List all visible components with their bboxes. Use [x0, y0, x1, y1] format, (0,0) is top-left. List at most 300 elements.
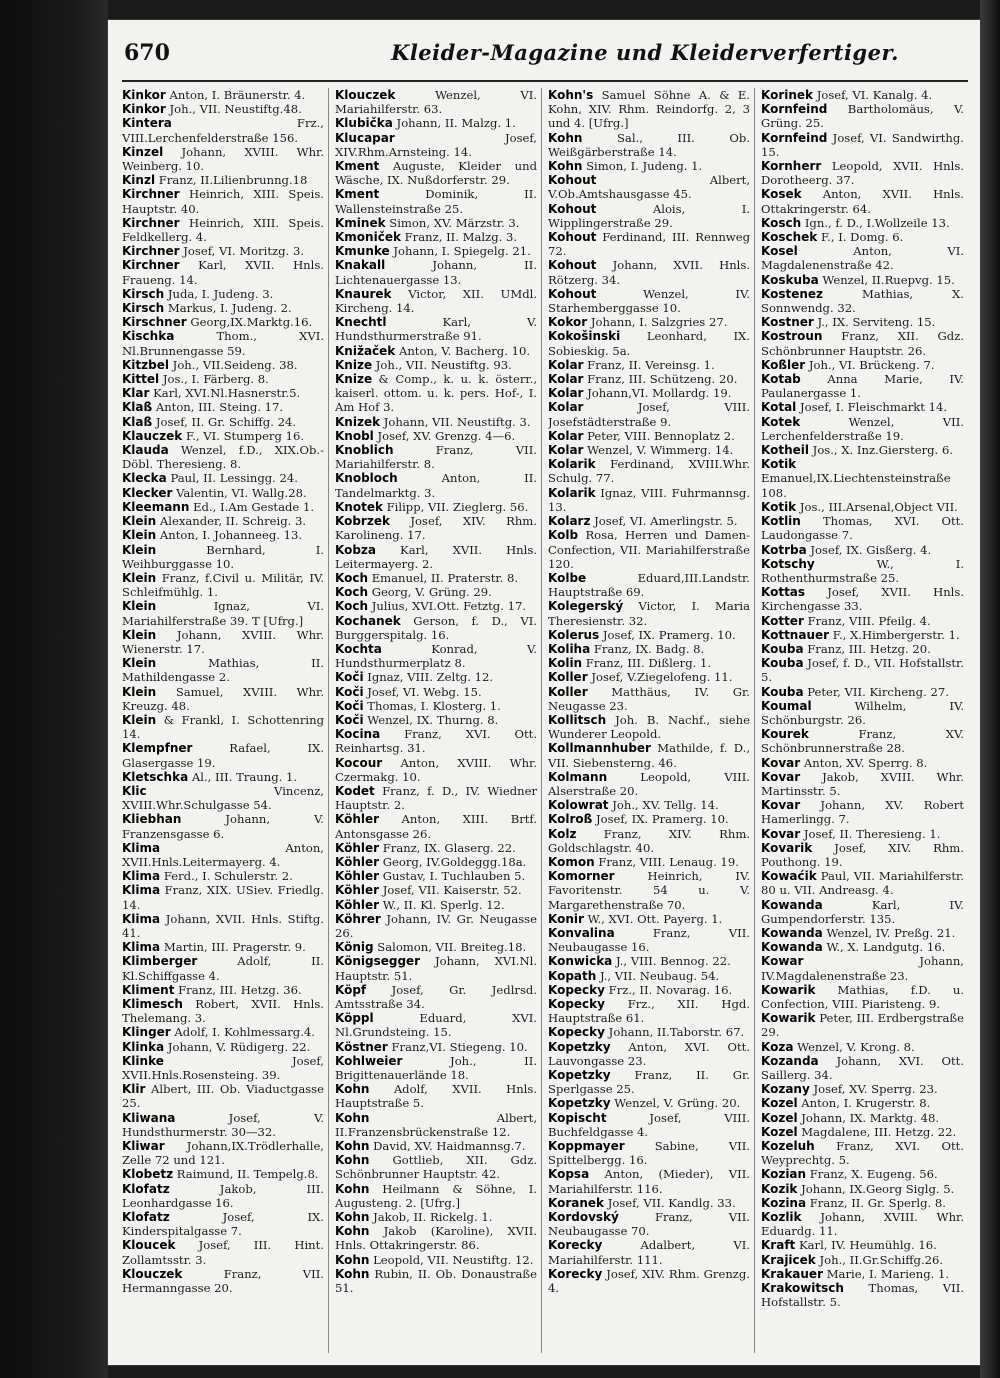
directory-entry — [122, 287, 324, 301]
entry-name: Kirsch — [122, 301, 165, 316]
entry-details: Adalbert, VI. Mariahilferstr. 111. — [548, 1238, 750, 1267]
directory-entry — [548, 869, 750, 912]
entry-details: Martin, III. Pragerstr. 9. — [163, 940, 306, 955]
entry-name: Köstner — [335, 1039, 388, 1054]
entry-name: Kminek — [335, 215, 386, 230]
entry-details: Josef, XIV.Rhm.Arnsteing. 14. — [335, 130, 537, 159]
directory-entry — [122, 685, 324, 713]
entry-details: Konrad, V. Hundsthurmerplatz 8. — [335, 641, 537, 671]
entry-name: Kotheil — [761, 443, 809, 458]
entry-name: Kohn — [335, 1110, 370, 1125]
directory-entry — [335, 1111, 537, 1139]
entry-name: Kohn — [335, 1252, 370, 1267]
directory-entry — [761, 514, 964, 542]
entry-name: Klaß — [122, 400, 153, 415]
entry-name: Kohn — [335, 1266, 370, 1281]
directory-entry — [335, 429, 537, 443]
entry-name: Klima — [122, 840, 161, 855]
directory-entry — [761, 1267, 964, 1281]
entry-details: Karl, V. Hundsthurmerstraße 91. — [335, 315, 537, 344]
entry-details: Rosa, Herren und Damen-Confection, VII. Mariahilferstraße 120. — [548, 528, 751, 571]
directory-entry — [761, 1096, 964, 1110]
entry-name: Klein — [122, 528, 157, 543]
entry-name: Kotik — [761, 499, 797, 514]
entry-details: Franz, VII. Neubaugasse 70. — [548, 1210, 750, 1239]
directory-entry — [122, 258, 324, 286]
directory-entry — [548, 202, 750, 230]
entry-name: Klein — [122, 684, 157, 699]
directory-entry — [761, 1082, 964, 1096]
entry-name: Koller — [548, 670, 588, 685]
directory-entry — [122, 1167, 324, 1181]
entry-details: Peter, III. Erdbergstraße 29. — [761, 1011, 964, 1040]
entry-name: Kirschner — [122, 315, 187, 330]
entry-details: Mathias, II. Mathildengasse 2. — [122, 656, 324, 685]
entry-name: Kosek — [761, 187, 802, 202]
entry-details: Jakob, XVIII. Whr. Martinsstr. 5. — [761, 769, 964, 798]
entry-name: Knize — [335, 372, 373, 387]
directory-entry — [335, 471, 537, 499]
entry-details: Josef, IX. Kinderspitalgasse 7. — [122, 1210, 324, 1239]
entry-details: Josef, Gr. Jedlrsd. Amtsstraße 34. — [335, 982, 538, 1011]
directory-entry — [761, 1196, 964, 1210]
directory-entry — [761, 372, 964, 400]
directory-entry — [548, 685, 750, 713]
directory-entry — [548, 1096, 750, 1110]
entry-name: Knobloch — [335, 471, 398, 486]
entry-details: Johann, IX. Marktg. 48. — [801, 1110, 940, 1125]
entry-details: Wenzel, VI. Mariahilferstr. 63. — [335, 88, 537, 117]
directory-columns — [122, 88, 968, 1353]
entry-details: Leopold, XVII. Hnls. Dorotheerg. 37. — [761, 159, 964, 188]
directory-entry — [335, 599, 537, 613]
entry-name: Kohn — [548, 159, 583, 174]
entry-details: Robert, XVII. Hnls. Thelemang. 3. — [122, 997, 324, 1026]
entry-name: Kohlweier — [335, 1053, 403, 1068]
directory-entry — [335, 642, 537, 670]
entry-details: Eduard,III.Landstr. Hauptstraße 69. — [548, 570, 750, 600]
entry-name: Kohn — [335, 1210, 370, 1225]
entry-name: Kliwar — [122, 1139, 165, 1154]
directory-entry — [761, 756, 964, 770]
entry-name: Kotlin — [761, 514, 801, 529]
directory-entry — [335, 543, 537, 571]
entry-details: Anton, I. Johanneeg. 13. — [159, 528, 303, 543]
directory-entry — [761, 415, 964, 443]
entry-details: Frz., VIII.Lerchenfelderstraße 156. — [122, 116, 324, 145]
entry-name: Kinkor — [122, 88, 166, 102]
directory-entry — [335, 1210, 537, 1224]
entry-details: Josef, VII. Kaiserstr. 52. — [382, 883, 522, 898]
directory-entry — [548, 741, 750, 769]
entry-name: Kozik — [761, 1181, 798, 1196]
directory-entry — [335, 841, 537, 855]
entry-name: Kitzbel — [122, 357, 169, 372]
directory-entry — [548, 443, 750, 457]
entry-name: Kotek — [761, 414, 801, 429]
entry-details: Heinrich, XIII. Speis. Feldkellerg. 4. — [122, 215, 324, 245]
directory-entry — [761, 1139, 964, 1167]
entry-name: Klima — [122, 883, 161, 898]
directory-entry — [335, 812, 537, 840]
entry-details: Josef, XVII. Hnls. Kirchengasse 33. — [761, 585, 964, 614]
entry-details: Samuel, XVIII. Whr. Kreuzg. 48. — [122, 684, 324, 713]
entry-details: Auguste, Kleider und Wäsche, IX. Nußdorferstr. 29. — [335, 159, 538, 188]
entry-details: Johann, XV. Robert Hamerlingg. 7. — [761, 798, 964, 827]
entry-name: Kohn — [335, 1139, 370, 1154]
entry-name: Kotab — [761, 372, 801, 387]
entry-name: Köhrer — [335, 911, 381, 926]
entry-details: Franz, XV. Schönbrunnerstraße 28. — [761, 727, 964, 756]
entry-details: Juda, I. Judeng. 3. — [167, 286, 274, 301]
entry-name: Köhler — [335, 812, 380, 827]
entry-name: Kolbe — [548, 570, 587, 585]
entry-details: Wenzel, IV. Preßg. 21. — [826, 925, 956, 940]
directory-entry — [761, 983, 964, 1011]
entry-details: Leonhard, IX. Sobieskig. 5a. — [548, 329, 750, 358]
directory-entry — [761, 827, 964, 841]
directory-entry — [548, 287, 750, 315]
entry-details: Ignaz, VIII. Fuhrmannsg. 13. — [548, 485, 750, 514]
entry-details: Johann, IV.Magdalenenstraße 23. — [761, 954, 964, 983]
entry-details: Joh., II. Brigittenauerlände 18. — [335, 1053, 538, 1083]
entry-details: Franz, XVI. Ott. Reinhartsg. 31. — [335, 727, 538, 756]
entry-name: Knoblich — [335, 443, 394, 458]
directory-entry — [122, 315, 324, 329]
directory-entry — [335, 699, 537, 713]
directory-entry — [761, 926, 964, 940]
entry-name: Kotal — [761, 400, 797, 415]
directory-entry — [761, 244, 964, 272]
directory-entry — [335, 358, 537, 372]
entry-details: Thomas, I. Klosterg. 1. — [367, 698, 501, 713]
directory-entry — [548, 926, 750, 954]
entry-name: Kolz — [548, 826, 577, 841]
entry-name: Kovarik — [761, 840, 813, 855]
entry-details: Josef, XV. Grenzg. 4—6. — [377, 428, 516, 443]
entry-name: Kozina — [761, 1195, 807, 1210]
directory-entry — [335, 784, 537, 812]
directory-entry — [761, 642, 964, 656]
entry-details: F., VI. Stumperg 16. — [185, 428, 305, 443]
entry-name: Kowanda — [761, 897, 823, 912]
entry-details: Josef, V. Hundsthurmerstr. 30—32. — [122, 1110, 325, 1139]
entry-name: Kotik — [761, 457, 797, 472]
entry-details: Josef, VIII. Josefstädterstraße 9. — [548, 400, 751, 429]
directory-entry — [761, 798, 964, 826]
entry-details: Joh., VI. Brückeng. 7. — [808, 357, 935, 372]
entry-name: Kirchner — [122, 187, 180, 202]
entry-name: Kozeluh — [761, 1139, 815, 1154]
entry-name: Kordovský — [548, 1210, 619, 1225]
entry-name: Klecker — [122, 485, 173, 500]
entry-details: Thomas, XVI. Ott. Laudongasse 7. — [761, 514, 964, 543]
entry-name: Kokošinski — [548, 329, 621, 344]
directory-entry — [548, 912, 750, 926]
entry-details: Josef, II. Gr. Schiffg. 24. — [155, 414, 297, 429]
page-header — [122, 38, 968, 74]
directory-entry — [761, 954, 964, 982]
entry-name: Köhler — [335, 883, 380, 898]
directory-entry — [548, 1111, 750, 1139]
entry-details: Wenzel, V. Grüng. 20. — [614, 1096, 741, 1111]
entry-name: Kozel — [761, 1110, 798, 1125]
directory-entry — [761, 273, 964, 287]
directory-entry — [761, 585, 964, 613]
directory-entry — [335, 940, 537, 954]
entry-name: Kobrzek — [335, 514, 390, 529]
directory-entry — [548, 1025, 750, 1039]
entry-details: Anton, I. Krugerstr. 8. — [801, 1096, 931, 1111]
entry-details: Wilhelm, IV. Schönburgstr. 26. — [761, 698, 965, 727]
directory-entry — [335, 883, 537, 897]
entry-details: Karl, IV. Heumühlg. 16. — [798, 1238, 937, 1253]
entry-name: Kolerus — [548, 627, 600, 642]
entry-name: Koch — [335, 585, 368, 600]
entry-details: Matthäus, IV. Gr. Neugasse 23. — [548, 684, 750, 713]
directory-entry — [548, 1196, 750, 1210]
directory-entry — [335, 88, 537, 116]
entry-details: Josef, VI. Sandwirthg. 15. — [761, 130, 964, 159]
directory-entry — [122, 571, 324, 599]
entry-details: Bernhard, I. Weihburggasse 10. — [122, 542, 324, 571]
entry-details: Samuel Söhne A. & E. Kohn, XIV. Rhm. Reindorfg. 2, 3 und 4. [Ufrg.] — [548, 88, 750, 131]
entry-details: W., II. Kl. Sperlg. 12. — [382, 897, 505, 912]
directory-entry — [335, 756, 537, 784]
entry-details: Albert, II.Franzensbrückenstraße 12. — [335, 1110, 537, 1139]
entry-name: Klucapar — [335, 130, 395, 145]
entry-details: Franz, VII. Hermanngasse 20. — [122, 1266, 324, 1296]
directory-entry — [122, 883, 324, 911]
directory-entry — [122, 301, 324, 315]
entry-details: Adolf, XVII. Hnls. Hauptstraße 5. — [335, 1082, 538, 1111]
directory-entry — [335, 131, 537, 159]
entry-details: & Frankl, I. Schottenring 14. — [122, 712, 325, 742]
entry-details: Johann, II. Malzg. 1. — [396, 116, 516, 131]
directory-entry — [122, 841, 324, 869]
directory-entry — [548, 258, 750, 286]
directory-entry — [122, 415, 324, 429]
entry-details: Jakob, III. Leonhardgasse 16. — [122, 1181, 324, 1210]
entry-name: Kozlik — [761, 1210, 802, 1225]
entry-name: Kostroun — [761, 329, 823, 344]
entry-name: Klir — [122, 1082, 146, 1097]
entry-details: Johann, XVII. Hnls. Rötzerg. 34. — [548, 258, 751, 287]
entry-name: Kozel — [761, 1096, 798, 1111]
entry-details: Jos., I. Färberg. 8. — [162, 372, 269, 387]
directory-entry — [548, 1040, 750, 1068]
entry-details: Johann, I. Spiegelg. 21. — [393, 244, 531, 259]
directory-entry — [761, 543, 964, 557]
directory-entry — [122, 358, 324, 372]
directory-entry — [761, 88, 964, 102]
entry-name: Klein — [122, 570, 157, 585]
entry-details: Franz, f.Civil u. Militär, IV. Schleifmühlg. 1. — [122, 570, 325, 600]
entry-name: Kolarz — [548, 514, 591, 529]
entry-details: Jos., X. Inz.Giersterg. 6. — [812, 443, 954, 458]
directory-entry — [335, 216, 537, 230]
entry-details: Johann,VI. Mollardg. 19. — [587, 386, 732, 401]
entry-name: Kliebhan — [122, 812, 182, 827]
directory-entry — [548, 997, 750, 1025]
entry-name: Kopetzky — [548, 1039, 611, 1054]
directory-entry — [335, 869, 537, 883]
scan-right-edge — [980, 0, 1000, 1378]
entry-name: Kment — [335, 187, 380, 202]
entry-name: Kohout — [548, 173, 597, 188]
entry-name: Koliha — [548, 641, 591, 656]
entry-details: Adolf, I. Kohlmessarg.4. — [174, 1025, 315, 1040]
entry-name: Kobza — [335, 542, 377, 557]
entry-details: Josef, VI. Moritzg. 3. — [183, 244, 305, 259]
directory-entry — [335, 614, 537, 642]
entry-details: Rafael, IX. Glasergasse 19. — [122, 741, 324, 770]
directory-entry — [548, 1238, 750, 1266]
entry-name: Kowarik — [761, 1011, 816, 1026]
entry-name: Klauda — [122, 443, 169, 458]
entry-details: Josef, XV. Sperrg. 23. — [813, 1082, 938, 1097]
entry-name: Kopath — [548, 968, 597, 983]
entry-details: Franz, XVI. Ott. Weyprechtg. 5. — [761, 1139, 965, 1168]
entry-details: Paul, VII. Mariahilferstr. 80 u. VII. Andreasg. 4. — [761, 869, 964, 898]
entry-details: Wenzel, II.Ruepvg. 15. — [822, 272, 955, 287]
entry-details: Franz, XII. Gdz. Schönbrunner Hauptstr. 26. — [761, 329, 964, 358]
scan-left-edge — [0, 0, 108, 1378]
entry-details: Victor, I. Maria Theresienstr. 32. — [548, 599, 751, 628]
entry-name: Kment — [335, 159, 380, 174]
entry-name: Kolegerský — [548, 599, 624, 614]
entry-name: Kohout — [548, 230, 597, 245]
entry-name: Kolar — [548, 372, 584, 387]
directory-entry — [335, 116, 537, 130]
entry-name: Kmunke — [335, 244, 390, 259]
entry-details: Anton, XVI. Ott. Lauvongasse 23. — [548, 1039, 750, 1068]
entry-name: Kolar — [548, 443, 584, 458]
entry-details: F., I. Domg. 6. — [820, 230, 904, 245]
entry-details: Franz, VII. Neubaugasse 16. — [548, 925, 750, 955]
entry-details: Franz, IX. Glaserg. 22. — [382, 840, 516, 855]
directory-entry — [335, 954, 537, 982]
entry-details: Johann, I. Salzgries 27. — [590, 315, 728, 330]
entry-details: Josef, V.Ziegelofeng. 11. — [591, 670, 733, 685]
entry-name: Klein — [122, 656, 157, 671]
entry-name: Komorner — [548, 869, 615, 884]
entry-name: Konir — [548, 911, 584, 926]
entry-details: Ignaz, VI. Mariahilferstraße 39. T [Ufrg.] — [122, 599, 324, 628]
directory-entry — [335, 500, 537, 514]
directory-entry — [761, 216, 964, 230]
directory-entry — [761, 1111, 964, 1125]
entry-name: Kliwana — [122, 1110, 176, 1125]
entry-details: Leopold, VII. Neustiftg. 12. — [373, 1252, 534, 1267]
entry-name: Koßler — [761, 357, 806, 372]
directory-entry — [122, 486, 324, 500]
entry-details: Victor, XII. UMdl. Kircheng. 14. — [335, 286, 538, 316]
directory-entry — [122, 116, 324, 144]
entry-name: Kloucek — [122, 1238, 176, 1253]
entry-name: Kocina — [335, 727, 381, 742]
entry-name: Knobl — [335, 428, 374, 443]
directory-entry — [548, 131, 750, 159]
entry-name: Köhler — [335, 897, 380, 912]
entry-name: Knotek — [335, 499, 383, 514]
entry-details: Anton, I. Bräunerstr. 4. — [169, 88, 306, 102]
entry-name: Kolin — [548, 656, 583, 671]
entry-details: Emanuel, II. Praterstr. 8. — [371, 570, 519, 585]
entry-name: Kovar — [761, 755, 801, 770]
entry-name: Köhler — [335, 840, 380, 855]
directory-entry — [548, 969, 750, 983]
directory-entry — [335, 258, 537, 286]
entry-name: Klimberger — [122, 954, 198, 969]
entry-details: Johann, XVI.Nl. Hauptstr. 51. — [335, 954, 537, 983]
entry-name: Kirchner — [122, 258, 180, 273]
directory-entry — [122, 244, 324, 258]
entry-details: Wenzel, IX. Thurng. 8. — [367, 712, 499, 727]
directory-entry — [761, 1054, 964, 1082]
entry-details: Johann, XVII. Hnls. Stiftg. 41. — [122, 911, 324, 940]
entry-details: Josef, VI. Webg. 15. — [367, 684, 482, 699]
entry-name: Kopetzky — [548, 1096, 611, 1111]
entry-name: Kornherr — [761, 159, 822, 174]
entry-details: Mathias, f.D. u. Confection, VIII. Piaristeng. 9. — [761, 982, 964, 1011]
entry-details: Albert, III. Ob. Viaductgasse 25. — [122, 1082, 324, 1111]
entry-details: Josef, XIV. Rhm. Karolineng. 17. — [335, 514, 537, 543]
entry-details: Salomon, VII. Breiteg.18. — [377, 940, 527, 955]
entry-name: Kozian — [761, 1167, 807, 1182]
directory-entry — [122, 1111, 324, 1139]
entry-name: Koch — [335, 570, 368, 585]
directory-entry — [761, 614, 964, 628]
directory-entry — [761, 457, 964, 500]
entry-details: Franz, II. Gr. Sperlgasse 25. — [548, 1068, 750, 1097]
entry-details: Josef, IX. Gisßerg. 4. — [810, 542, 932, 557]
entry-name: Klinke — [122, 1053, 164, 1068]
header-rule — [122, 80, 968, 82]
entry-details: Johann, II.Taborstr. 67. — [608, 1025, 745, 1040]
directory-entry — [761, 358, 964, 372]
directory-entry — [761, 1125, 964, 1139]
entry-name: Kirchner — [122, 215, 180, 230]
directory-entry — [335, 1011, 537, 1039]
entry-name: Kowanda — [761, 940, 823, 955]
entry-name: Knakall — [335, 258, 386, 273]
entry-details: Franz, VIII. Pfeilg. 4. — [807, 613, 931, 628]
entry-name: Klima — [122, 940, 161, 955]
entry-name: Kirsch — [122, 286, 165, 301]
entry-name: Kirchner — [122, 244, 180, 259]
entry-name: Klima — [122, 911, 161, 926]
entry-name: Kornfeind — [761, 102, 828, 117]
entry-name: Klein — [122, 514, 157, 529]
entry-details: Josef, VI. Kanalg. 4. — [816, 88, 933, 102]
entry-name: Klimesch — [122, 997, 183, 1011]
entry-details: Franz, XIV. Rhm. Goldschlagstr. 40. — [548, 826, 750, 855]
entry-name: Kornfeind — [761, 130, 828, 145]
directory-entry — [122, 940, 324, 954]
entry-details: Peter, VIII. Bennoplatz 2. — [587, 428, 735, 443]
directory-entry — [761, 187, 964, 215]
entry-name: Kohn — [335, 1153, 370, 1168]
entry-details: Jakob, II. Rickelg. 1. — [373, 1210, 493, 1225]
directory-entry — [335, 1153, 537, 1181]
entry-name: Knaurek — [335, 286, 392, 301]
entry-details: Adolf, II. Kl.Schiffgasse 4. — [122, 954, 324, 983]
entry-name: Kinzel — [122, 144, 164, 159]
entry-name: Kintera — [122, 116, 172, 131]
entry-details: Georg, IV.Goldeggg.18a. — [382, 854, 527, 869]
entry-name: Kostenez — [761, 286, 824, 301]
